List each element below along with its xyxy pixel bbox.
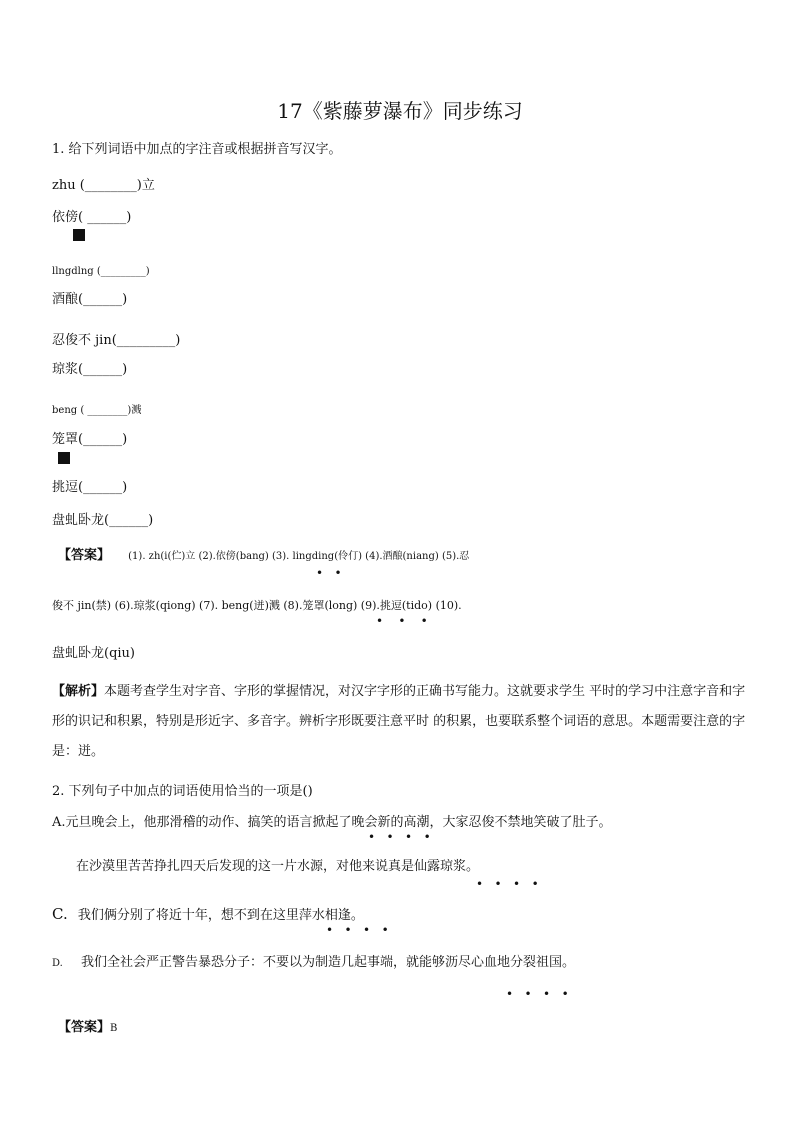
emphasis-dots: • • • • (506, 987, 569, 1001)
answer-line-3: 盘虬卧龙(qiu) (52, 646, 135, 661)
emphasis-dots: • • • • (326, 923, 389, 937)
analysis-paragraph (52, 677, 752, 767)
q1-item-4: 酒酿(______) (52, 292, 128, 307)
option-c-letter: C. (52, 905, 68, 923)
q1-item-1: zhu (________)立 (52, 178, 155, 193)
question-2-prompt: 2. 下列句子中加点的词语使用恰当的一项是() (52, 784, 313, 799)
question-1-prompt: 1. 给下列词语中加点的字注音或根据拼音写汉字。 (52, 142, 342, 157)
option-d: 我们全社会严正警告暴恐分子：不要以为制造几起事端，就能够沥尽心血地分裂祖国。 (80, 955, 575, 970)
answer-label: 【答案】 (58, 548, 111, 563)
option-d-letter: D. (52, 958, 63, 969)
page-title: 17《紫藤萝瀑布》同步练习 (277, 99, 523, 123)
emphasis-square-mark (73, 229, 85, 241)
option-b: 在沙漠里苦苦挣扎四天后发现的这一片水源，对他来说真是仙露琼浆。 (76, 859, 480, 874)
emphasis-dots: • • • (376, 614, 428, 628)
q1-item-2: 依傍( ______) (52, 210, 132, 225)
q1-item-10: 盘虬卧龙(______) (52, 513, 154, 528)
q1-item-6: 琼浆(______) (52, 362, 128, 377)
emphasis-square-mark (58, 452, 70, 464)
answer-line-2: 俊不 jin(禁) (6).琼浆(qiong) (7). beng(迸)溅 (8).笼罩(long) (9).挑逗(tido) (10). (52, 599, 462, 612)
option-a: A.元旦晚会上，他那滑稽的动作、搞笑的语言掀起了晚会新的高潮，大家忍俊不禁地笑破了肚子。 (52, 815, 612, 830)
q1-item-7: beng ( ________)溅 (52, 405, 142, 416)
emphasis-dots: • • • • (476, 877, 539, 891)
option-c: 我们俩分别了将近十年，想不到在这里萍水相逢。 (77, 908, 364, 923)
q1-item-5: 忍俊不 jin(_________) (52, 333, 181, 348)
q1-item-3: llngdlng (_________) (52, 266, 150, 277)
answer-value: B (110, 1023, 118, 1034)
analysis-label: 【解析】 (52, 684, 105, 699)
emphasis-dots: • • (316, 566, 342, 580)
q1-item-9: 挑逗(______) (52, 480, 128, 495)
q1-item-8: 笼罩(______) (52, 432, 128, 447)
analysis-text: 本题考查学生对字音、字形的掌握情况，对汉字字形的正确书写能力。这就要求学生 平时的学习中注意字音和字形的识记和积累，特别是形近字、多音字。辨析字形既要注意平时 的积累，也要联系整个词语的意思。本题需要注意的字是：迸。 (52, 684, 746, 759)
emphasis-dots: • • • • (368, 830, 431, 844)
answer-line-1: (1). zh(i(伫)立 (2).依傍(bang) (3). lingding(伶仃) (4).酒酿(niang) (5).忍 (128, 551, 470, 562)
answer-label: 【答案】 (58, 1020, 111, 1035)
